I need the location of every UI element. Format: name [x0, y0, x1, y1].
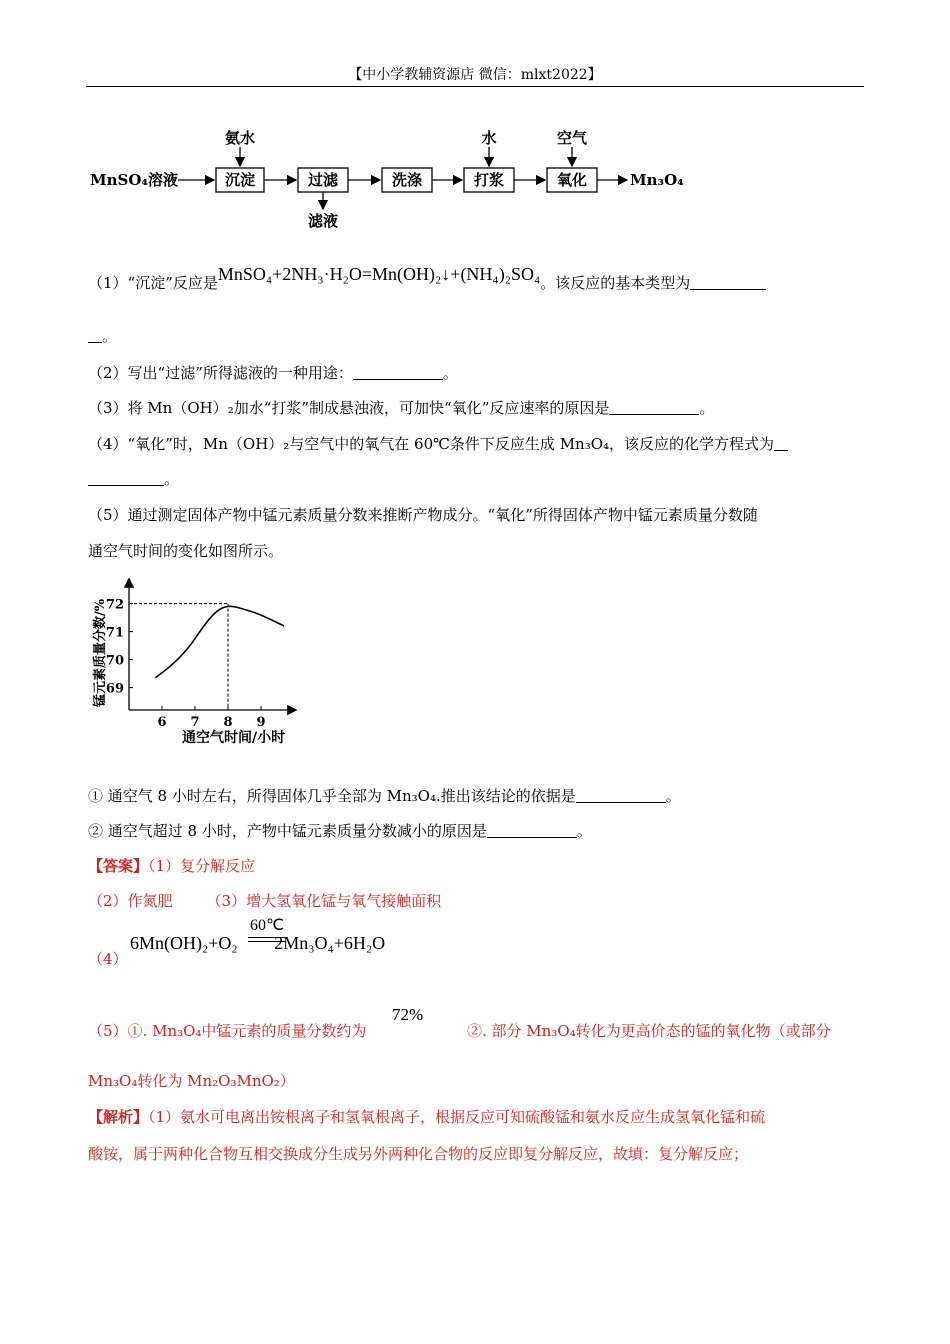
flow-box-label: 过滤	[307, 171, 339, 189]
answer-line-1	[88, 855, 255, 876]
chart-ylabel: 锰元素质量分数/%	[93, 598, 108, 707]
flow-output-filtrate: 滤液	[307, 212, 339, 230]
answer-blank[interactable]	[576, 787, 666, 803]
flow-box-label: 洗涤	[391, 171, 423, 189]
answer-3: （3）增大氢氧化锰与氧气接触面积	[206, 892, 442, 910]
sub2-text: ② 通空气超过 8 小时，产物中锰元素质量分数减小的原因是	[88, 822, 487, 840]
answer-5-left: （5）①. Mn₃O₄中锰元素的质量分数约为	[88, 1022, 367, 1040]
question-5-line2: 通空气时间的变化如图所示。	[88, 542, 284, 560]
answer-4-condition: 60℃	[250, 917, 284, 934]
sub2-end: 。	[576, 822, 592, 840]
y-tick-label: 71	[105, 625, 124, 641]
sub1-text: ① 通空气 8 小时左右，所得固体几乎全部为 Mn₃O₄.推出该结论的依据是	[88, 787, 576, 805]
y-tick-label: 72	[105, 597, 124, 613]
q4-end: 。	[164, 470, 180, 488]
answer-blank[interactable]	[609, 399, 699, 415]
answer-blank[interactable]	[690, 274, 766, 290]
sub-question-2	[88, 820, 592, 841]
answer-4-equation: 6Mn(OH)₂+O₂ 2Mn₃O₄+6H₂O	[130, 933, 386, 953]
answer-tag: 【答案】	[88, 857, 149, 875]
analysis-line-2: 酸铵，属于两种化合物互相交换成分生成另外两种化合物的反应即复分解反应，故填：复分解反应；	[88, 1145, 749, 1163]
question-1	[88, 264, 766, 293]
q2-end: 。	[442, 364, 458, 382]
flow-product: Mn₃O₄	[630, 171, 684, 189]
q1-prefix: （1）“沉淀”反应是	[88, 274, 218, 292]
flow-box-label: 打浆	[473, 171, 505, 189]
x-tick-label: 8	[223, 715, 233, 730]
answer-2: （2）作氮肥	[88, 892, 173, 910]
analysis-line-1	[88, 1106, 765, 1127]
q3-end: 。	[699, 399, 715, 417]
x-tick-label: 9	[256, 715, 266, 730]
y-tick-label: 69	[105, 681, 124, 697]
answer-5-line2: Mn₃O₄转化为 Mn₂O₃MnO₂）	[88, 1072, 295, 1090]
sub1-end: 。	[665, 787, 681, 805]
question-4-cont	[88, 468, 179, 489]
q2-text: （2）写出“过滤”所得滤液的一种用途：	[88, 364, 353, 382]
q4-text: （4）“氧化”时，Mn（OH）₂与空气中的氧气在 60℃条件下反应生成 Mn₃O₄，该反应的化学方程式为	[88, 435, 775, 453]
process-flow-diagram	[88, 125, 688, 235]
x-tick-label: 6	[157, 715, 167, 730]
flow-start: MnSO₄溶液	[90, 171, 178, 189]
flow-box-label: 氧化	[556, 171, 588, 189]
answer-blank[interactable]	[353, 364, 443, 380]
question-1-cont	[88, 325, 117, 346]
flow-box-label: 沉淀	[224, 171, 256, 189]
answer-4-label: （4）	[88, 950, 128, 968]
question-5-line1: （5）通过测定固体产物中锰元素质量分数来推断产物成分。“氧化”所得固体产物中锰元素质量分数随	[88, 506, 758, 524]
q1-equation: MnSO₄+2NH₃·H₂O=Mn(OH)₂↓+(NH₄)₂SO₄	[217, 264, 541, 284]
answer-blank[interactable]	[774, 435, 788, 451]
answer-blank[interactable]	[487, 822, 577, 838]
q1-end: 。	[102, 327, 118, 345]
answer-5-value: 72%	[392, 1005, 424, 1024]
answer-blank[interactable]	[88, 470, 164, 486]
analysis-text-1: （1）氨水可电离出铵根离子和氢氧根离子，根据反应可知硫酸锰和氨水反应生成氢氧化锰和硫	[148, 1108, 766, 1126]
series-line	[155, 606, 284, 677]
x-tick-label: 7	[190, 715, 200, 730]
header-rule	[86, 86, 864, 87]
answer-blank[interactable]	[88, 327, 102, 343]
page-header: 【中小学教辅资源店 微信：mlxt2022】	[348, 67, 602, 83]
chart-xlabel: 通空气时间/小时	[182, 730, 286, 746]
answer-line-2	[88, 890, 441, 911]
analysis-tag: 【解析】	[88, 1108, 149, 1126]
q3-text: （3）将 Mn（OH）₂加水“打浆”制成悬浊液，可加快“氧化”反应速率的原因是	[88, 399, 610, 417]
manganese-fraction-chart	[82, 575, 322, 755]
question-4	[88, 433, 788, 454]
flow-input-water: 水	[481, 129, 497, 147]
answer-5-right: ②. 部分 Mn₃O₄转化为更高价态的锰的氧化物（或部分	[467, 1022, 831, 1040]
flow-input-ammonia: 氨水	[224, 129, 256, 147]
question-3	[88, 397, 714, 418]
sub-question-1	[88, 785, 681, 806]
q1-suffix: 。该反应的基本类型为	[540, 274, 691, 292]
y-tick-label: 70	[105, 653, 124, 669]
question-2	[88, 362, 458, 383]
answer-1: （1）复分解反应	[148, 857, 256, 875]
flow-input-air: 空气	[556, 129, 588, 147]
